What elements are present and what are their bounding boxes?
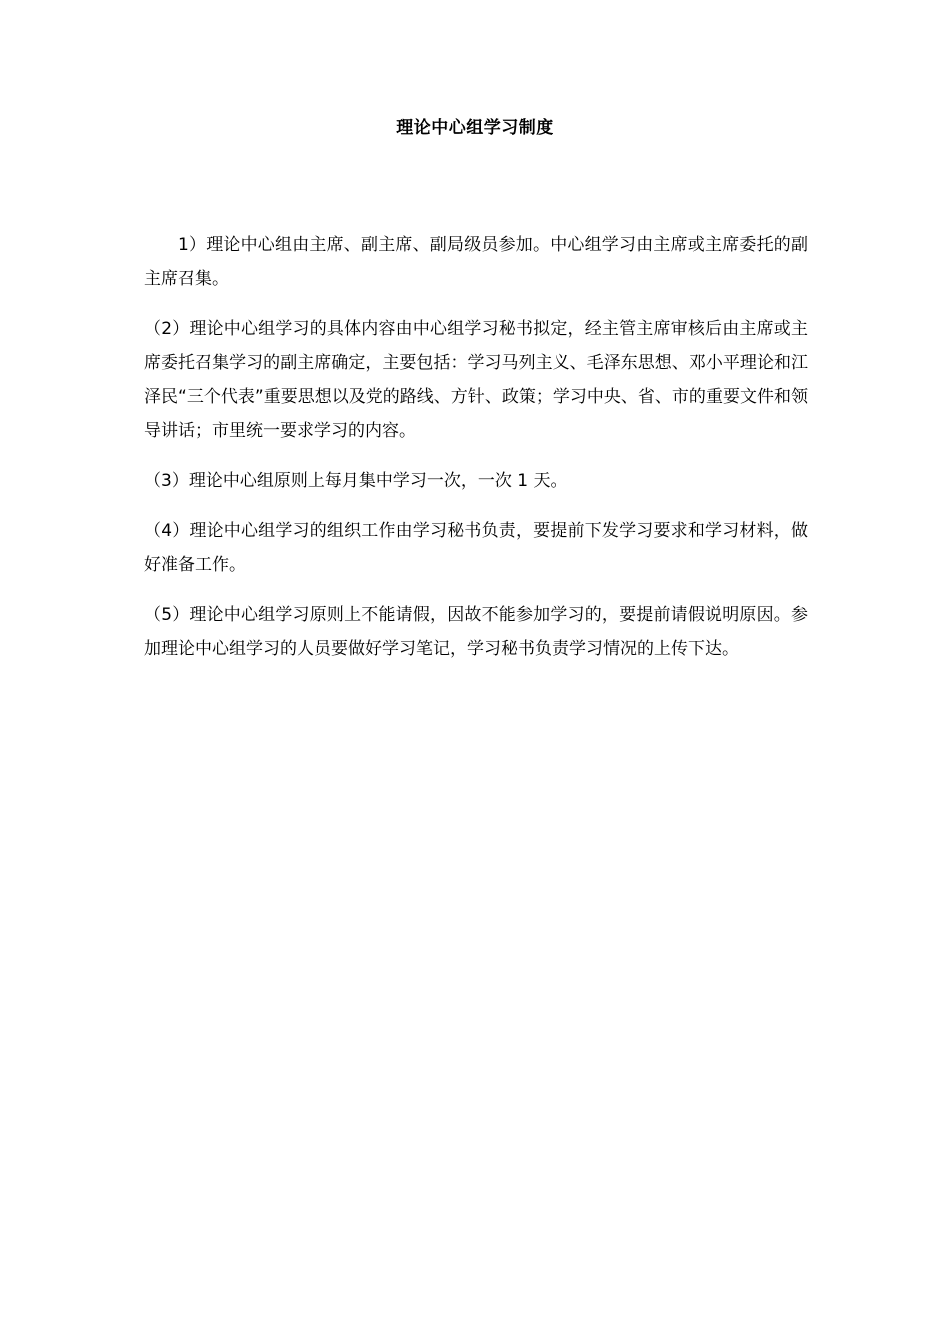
paragraph-5: （5）理论中心组学习原则上不能请假，因故不能参加学习的，要提前请假说明原因。参加理论中心组学习的人员要做好学习笔记，学习秘书负责学习情况的上传下达。 — [144, 605, 808, 659]
document-body — [144, 228, 808, 682]
paragraph-4: （4）理论中心组学习的组织工作由学习秘书负责，要提前下发学习要求和学习材料，做好准备工作。 — [144, 521, 808, 575]
paragraph-3: （3）理论中心组原则上每月集中学习一次，一次 1 天。 — [144, 471, 568, 491]
document-title: 理论中心组学习制度 — [396, 118, 554, 138]
paragraph-1: 1）理论中心组由主席、副主席、副局级员参加。中心组学习由主席或主席委托的副主席召集。 — [144, 235, 808, 289]
paragraph-2: （2）理论中心组学习的具体内容由中心组学习秘书拟定，经主管主席审核后由主席或主席委托召集学习的副主席确定，主要包括：学习马列主义、毛泽东思想、邓小平理论和江泽民“三个代表”重要思想以及党的路线、方针、政策；学习中央、省、市的重要文件和领导讲话；市里统一要求学习的内容。 — [144, 319, 808, 441]
